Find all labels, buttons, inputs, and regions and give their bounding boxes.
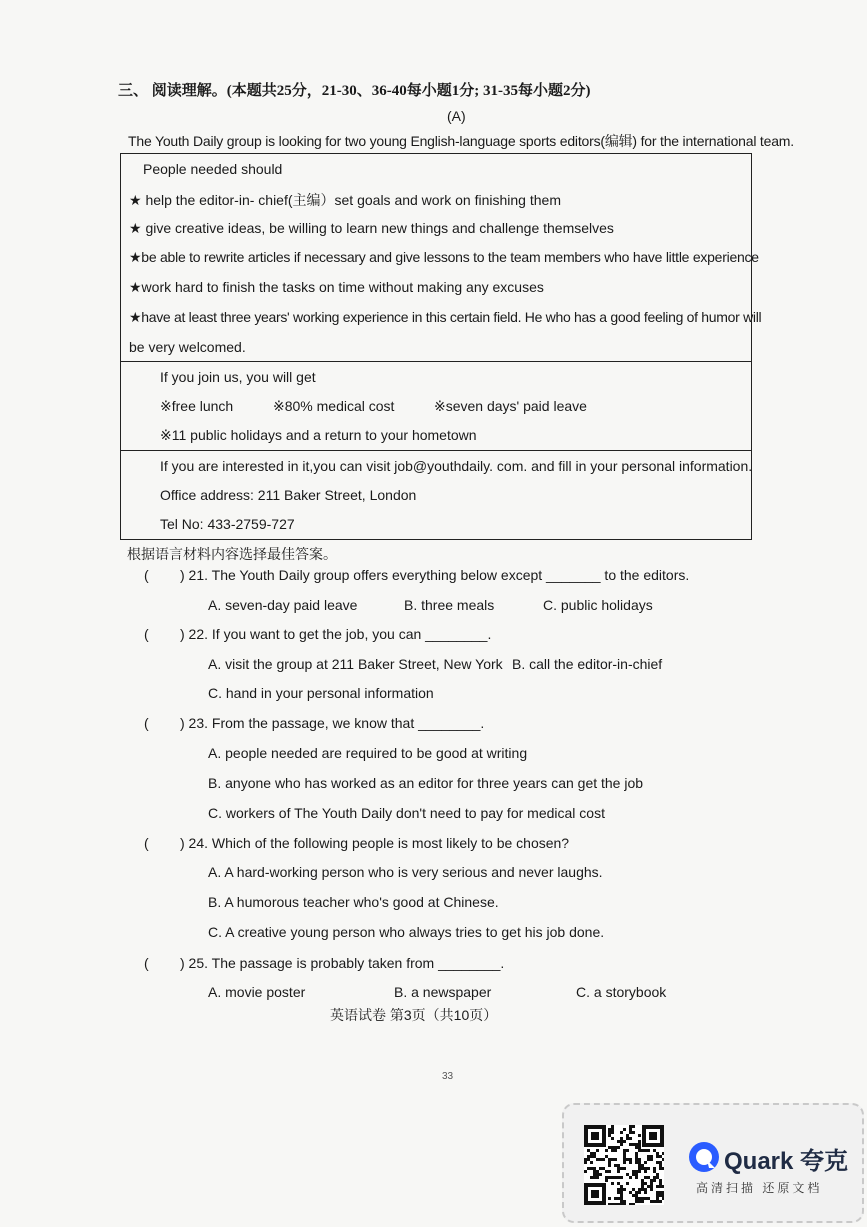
benefits-heading: If you join us, you will get xyxy=(160,369,316,385)
question-stem: ) 24. Which of the following people is most likely to be chosen? xyxy=(180,835,570,851)
quark-tagline: 高清扫描 还原文档 xyxy=(696,1181,823,1195)
answer-bracket: ( xyxy=(144,955,149,971)
question-option: A. visit the group at 211 Baker Street, New York xyxy=(208,656,503,672)
part-label: (A) xyxy=(447,108,466,124)
contact-line: Office address: 211 Baker Street, London xyxy=(160,487,417,503)
question-option: C. a storybook xyxy=(576,984,667,1000)
requirement-item: ★work hard to finish the tasks on time without making any excuses xyxy=(129,279,544,295)
requirement-item: ★ help the editor-in- chief(主编）set goals and work on finishing them xyxy=(129,192,561,208)
quark-logo-icon xyxy=(688,1141,720,1178)
answer-bracket: ( xyxy=(144,626,149,642)
benefit-item: ※80% medical cost xyxy=(273,398,395,414)
question-option: C. A creative young person who always tries to get his job done. xyxy=(208,924,605,940)
page-mark: 33 xyxy=(442,1071,454,1082)
question-option: B. call the editor-in-chief xyxy=(512,656,663,672)
requirement-item: be very welcomed. xyxy=(129,339,246,355)
question-option: A. seven-day paid leave xyxy=(208,597,358,613)
question-option: B. a newspaper xyxy=(394,984,492,1000)
question-stem: ) 23. From the passage, we know that ________. xyxy=(180,715,485,731)
requirement-item: ★ give creative ideas, be willing to learn new things and challenge themselves xyxy=(129,220,614,236)
question-option: C. hand in your personal information xyxy=(208,685,434,701)
question-option: B. A humorous teacher who's good at Chinese. xyxy=(208,894,499,910)
benefit-item: ※11 public holidays and a return to your hometown xyxy=(160,427,477,443)
answer-bracket: ( xyxy=(144,715,149,731)
requirement-item: ★be able to rewrite articles if necessary and give lessons to the team members who have little experience xyxy=(129,249,759,265)
benefit-item: ※seven days' paid leave xyxy=(434,398,587,414)
requirements-heading: People needed should xyxy=(143,161,283,177)
question-option: C. public holidays xyxy=(543,597,653,613)
qr-code-icon xyxy=(584,1125,664,1205)
passage-intro: The Youth Daily group is looking for two young English-language sports editors(编辑) for the international team. xyxy=(128,133,794,149)
question-stem: ) 21. The Youth Daily group offers everything below except _______ to the editors. xyxy=(180,567,690,583)
benefit-item: ※free lunch xyxy=(160,398,234,414)
question-option: B. anyone who has worked as an editor for three years can get the job xyxy=(208,775,644,791)
question-option: B. three meals xyxy=(404,597,495,613)
section-title: 三、 阅读理解。(本题共25分，21-30、36-40每小题1分; 31-35每小题2分) xyxy=(118,83,591,99)
answer-bracket: ( xyxy=(144,835,149,851)
instruction: 根据语言材料内容选择最佳答案。 xyxy=(127,546,337,562)
contact-line: Tel No: 433-2759-727 xyxy=(160,516,295,532)
quark-watermark xyxy=(562,1103,864,1223)
requirement-item: ★have at least three years' working experience in this certain field. He who has a good feeling of humor will xyxy=(129,309,762,325)
question-option: C. workers of The Youth Daily don't need to pay for medical cost xyxy=(208,805,605,821)
quark-brand: Quark 夸克 xyxy=(724,1148,849,1175)
question-stem: ) 25. The passage is probably taken from ________. xyxy=(180,955,505,971)
question-stem: ) 22. If you want to get the job, you can ________. xyxy=(180,626,492,642)
question-option: A. movie poster xyxy=(208,984,306,1000)
answer-bracket: ( xyxy=(144,567,149,583)
question-option: A. A hard-working person who is very serious and never laughs. xyxy=(208,864,603,880)
page-footer: 英语试卷 第3页（共10页） xyxy=(330,1007,498,1023)
contact-line: If you are interested in it,you can visit job@youthdaily. com. and fill in your personal information. xyxy=(160,458,753,474)
question-option: A. people needed are required to be good at writing xyxy=(208,745,528,761)
